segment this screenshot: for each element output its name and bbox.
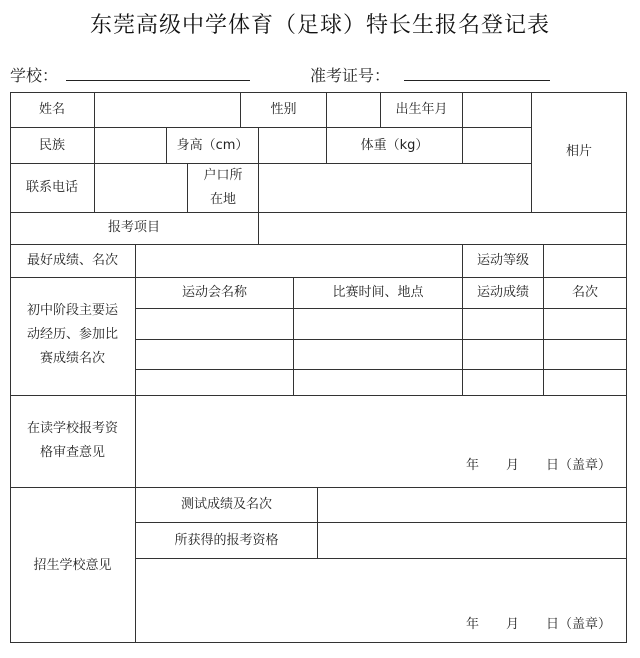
photo-label: 相片 xyxy=(565,144,592,159)
best-result-label: 最好成绩、名次 xyxy=(26,253,118,268)
phone-field[interactable] xyxy=(95,164,187,212)
ethnicity-label: 民族 xyxy=(38,138,65,153)
name-field[interactable] xyxy=(95,93,240,127)
col-time-place-header: 比赛时间、地点 xyxy=(332,285,424,300)
weight-label: 体重（kg） xyxy=(360,138,429,153)
history-label-line1: 初中阶段主要运 xyxy=(26,303,118,318)
hukou-label-line1: 户口所 xyxy=(203,168,243,183)
review-date-year: 年 xyxy=(466,458,480,473)
col-result-header: 运动成绩 xyxy=(476,285,529,300)
hukou-label-line2: 在地 xyxy=(209,192,236,207)
sport-level-field[interactable] xyxy=(544,245,626,277)
birth-label: 出生年月 xyxy=(395,102,448,117)
col-meet-header: 运动会名称 xyxy=(181,285,247,300)
height-field[interactable] xyxy=(259,128,326,163)
col-rank-header: 名次 xyxy=(571,285,598,300)
event-field[interactable] xyxy=(259,213,626,244)
form-title: 东莞高级中学体育（足球）特长生报名登记表 xyxy=(89,13,550,38)
review-label-line2: 格审查意见 xyxy=(39,445,105,460)
history-label-line3: 赛成绩名次 xyxy=(39,351,105,366)
ethnicity-field[interactable] xyxy=(95,128,166,163)
admit-date-day-seal: 日（盖章） xyxy=(546,617,612,632)
review-date-month: 月 xyxy=(506,458,520,473)
phone-label: 联系电话 xyxy=(25,180,78,195)
gender-field[interactable] xyxy=(327,93,380,127)
birth-field[interactable] xyxy=(463,93,531,127)
height-label: 身高（cm） xyxy=(176,138,249,153)
history-label-line2: 动经历、参加比 xyxy=(26,327,118,342)
qualification-field[interactable] xyxy=(318,523,626,558)
best-result-field[interactable] xyxy=(136,245,462,277)
test-result-field[interactable] xyxy=(318,488,626,522)
review-date-day-seal: 日（盖章） xyxy=(546,458,612,473)
event-label: 报考项目 xyxy=(107,220,160,235)
weight-field[interactable] xyxy=(463,128,531,163)
hukou-field[interactable] xyxy=(259,164,531,212)
test-result-label: 测试成绩及名次 xyxy=(180,497,272,512)
exam-no-label: 准考证号： xyxy=(310,66,391,85)
admit-opinion-label: 招生学校意见 xyxy=(33,558,112,573)
admit-date-month: 月 xyxy=(506,617,520,632)
review-label-line1: 在读学校报考资 xyxy=(26,421,118,436)
sport-level-label: 运动等级 xyxy=(476,253,529,268)
gender-label: 性别 xyxy=(270,102,297,117)
admit-date-year: 年 xyxy=(466,617,480,632)
qualification-label: 所获得的报考资格 xyxy=(174,533,279,548)
school-label: 学校： xyxy=(10,66,59,85)
name-label: 姓名 xyxy=(38,102,65,117)
